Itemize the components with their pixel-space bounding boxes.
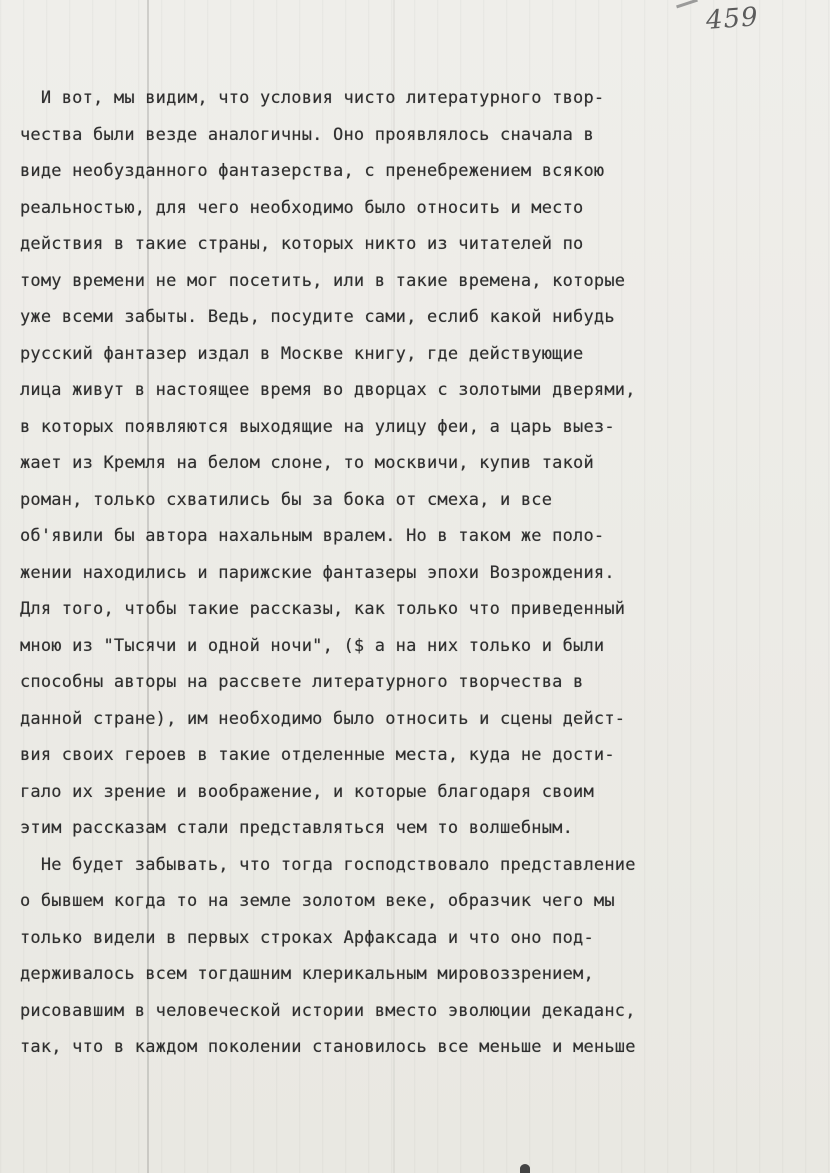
text-line: тому времени не мог посетить, или в такие времена, которые xyxy=(20,270,626,291)
text-line: о бывшем когда то на земле золотом веке, образчик чего мы xyxy=(20,891,615,911)
typed-text-body xyxy=(20,80,820,1066)
text-line: Не будет забывать, что тогда господствовало представление xyxy=(20,854,636,875)
text-line: реальностью, для чего необходимо было относить и место xyxy=(20,197,584,218)
text-line: виде необузданного фантазерства, с пренебрежением всякою xyxy=(20,161,605,181)
text-line: русский фантазер издал в Москве книгу, где действующие xyxy=(20,343,584,364)
text-line: действия в такие страны, которых никто из читателей по xyxy=(20,234,584,254)
text-line: способны авторы на рассвете литературного творчества в xyxy=(20,672,584,692)
text-line: так, что в каждом поколении становилось все меньше и меньше xyxy=(20,1037,636,1057)
text-line: уже всеми забыты. Ведь, посудите сами, еслиб какой нибудь xyxy=(20,307,615,327)
text-line: в которых появляются выходящие на улицу феи, а царь выез- xyxy=(20,416,615,437)
pencil-mark xyxy=(676,0,698,8)
page-number: 459 xyxy=(705,2,760,36)
text-line: вия своих героев в такие отделенные места, куда не дости- xyxy=(20,745,615,765)
text-line: И вот, мы видим, что условия чисто литературного твор- xyxy=(20,88,605,108)
ink-smudge xyxy=(520,1164,530,1173)
text-line: жает из Кремля на белом слоне, то москвичи, купив такой xyxy=(20,453,594,473)
text-line: только видели в первых строках Арфаксада и что оно под- xyxy=(20,927,594,948)
text-line: жении находились и парижские фантазеры эпохи Возрождения. xyxy=(20,562,615,583)
text-line: гало их зрение и воображение, и которые благодаря своим xyxy=(20,781,594,802)
text-line: держивалось всем тогдашним клерикальным мировоззрением, xyxy=(20,964,594,984)
text-line: Для того, чтобы такие рассказы, как только что приведенный xyxy=(20,599,626,619)
text-line: роман, только схватились бы за бока от смеха, и все xyxy=(20,489,553,510)
text-line: чества были везде аналогичны. Оно проявлялось сначала в xyxy=(20,124,594,145)
text-line: лица живут в настоящее время во дворцах с золотыми дверями, xyxy=(20,380,636,400)
text-line: этим рассказам стали представляться чем то волшебным. xyxy=(20,818,574,838)
text-line: мною из "Тысячи и одной ночи", ($ а на них только и были xyxy=(20,635,605,656)
text-line: данной стране), им необходимо было относить и сцены дейст- xyxy=(20,708,626,729)
text-line: рисовавшим в человеческой истории вместо эволюции декаданс, xyxy=(20,1000,636,1021)
text-line: об'явили бы автора нахальным вралем. Но в таком же поло- xyxy=(20,526,605,546)
